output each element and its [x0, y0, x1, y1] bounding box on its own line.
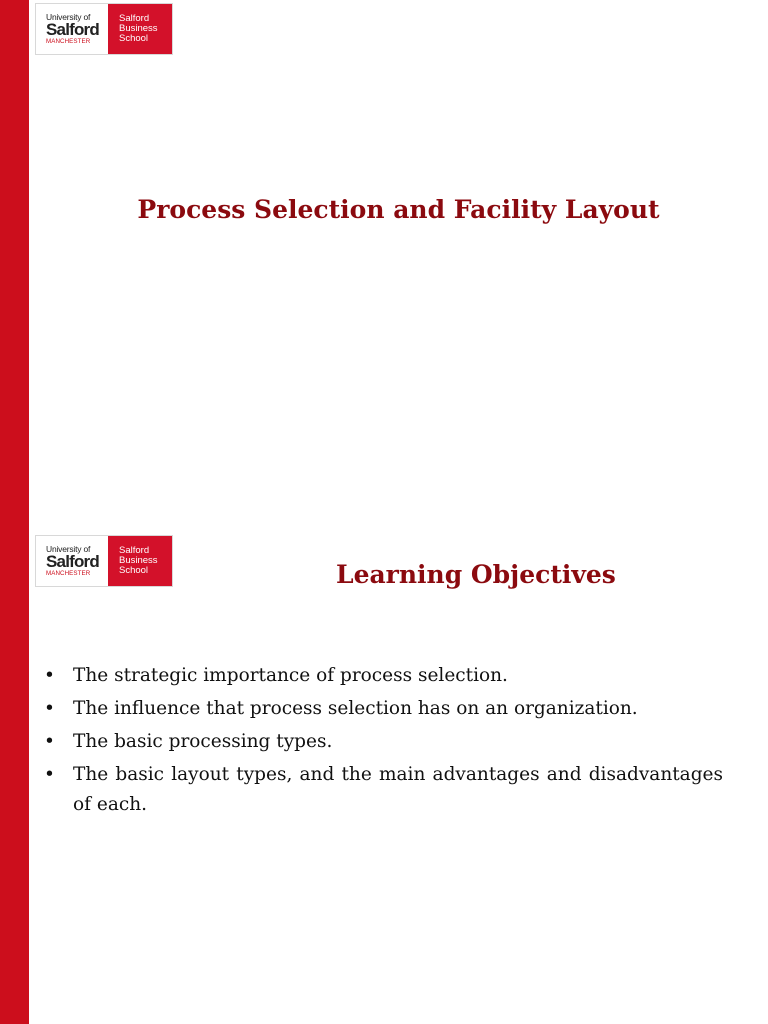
- left-accent-bar: [0, 0, 29, 1024]
- business-school-block-2: [108, 536, 172, 586]
- list-item-text: The basic processing types.: [73, 731, 333, 752]
- logo-line-university: University of: [46, 544, 91, 554]
- list-item: [44, 727, 723, 757]
- list-item: [44, 661, 723, 691]
- objectives-list: [44, 661, 723, 823]
- list-item-text: The influence that process selection has on an organization.: [73, 698, 638, 719]
- salford-logo: [35, 3, 173, 55]
- school-line-2: Business: [119, 23, 158, 34]
- school-line-3: School: [119, 565, 149, 576]
- list-item: [44, 760, 723, 820]
- university-wordmark-2: [36, 536, 108, 586]
- school-line-2: Business: [119, 555, 158, 566]
- bullet-marker: •: [44, 665, 55, 686]
- logo-line-manchester: MANCHESTER: [46, 570, 91, 577]
- list-item-text: The basic layout types, and the main advantages and disadvantages of each.: [73, 764, 723, 815]
- logo-line-university: University of: [46, 12, 91, 22]
- bullet-marker: •: [44, 764, 55, 785]
- learning-objectives-heading: Learning Objectives: [336, 560, 616, 589]
- list-item-text: The strategic importance of process selection.: [73, 665, 508, 686]
- slide-title: Process Selection and Facility Layout: [137, 195, 660, 224]
- salford-logo-2: [35, 535, 173, 587]
- list-item: [44, 694, 723, 724]
- business-school-block: [108, 4, 172, 54]
- bullet-marker: •: [44, 698, 55, 719]
- school-line-3: School: [119, 33, 149, 44]
- university-wordmark: [36, 4, 108, 54]
- logo-line-salford: Salford: [46, 20, 99, 39]
- bullet-marker: •: [44, 731, 55, 752]
- logo-line-salford: Salford: [46, 552, 99, 571]
- school-line-1: Salford: [119, 545, 150, 556]
- logo-line-manchester: MANCHESTER: [46, 38, 91, 45]
- school-line-1: Salford: [119, 13, 150, 24]
